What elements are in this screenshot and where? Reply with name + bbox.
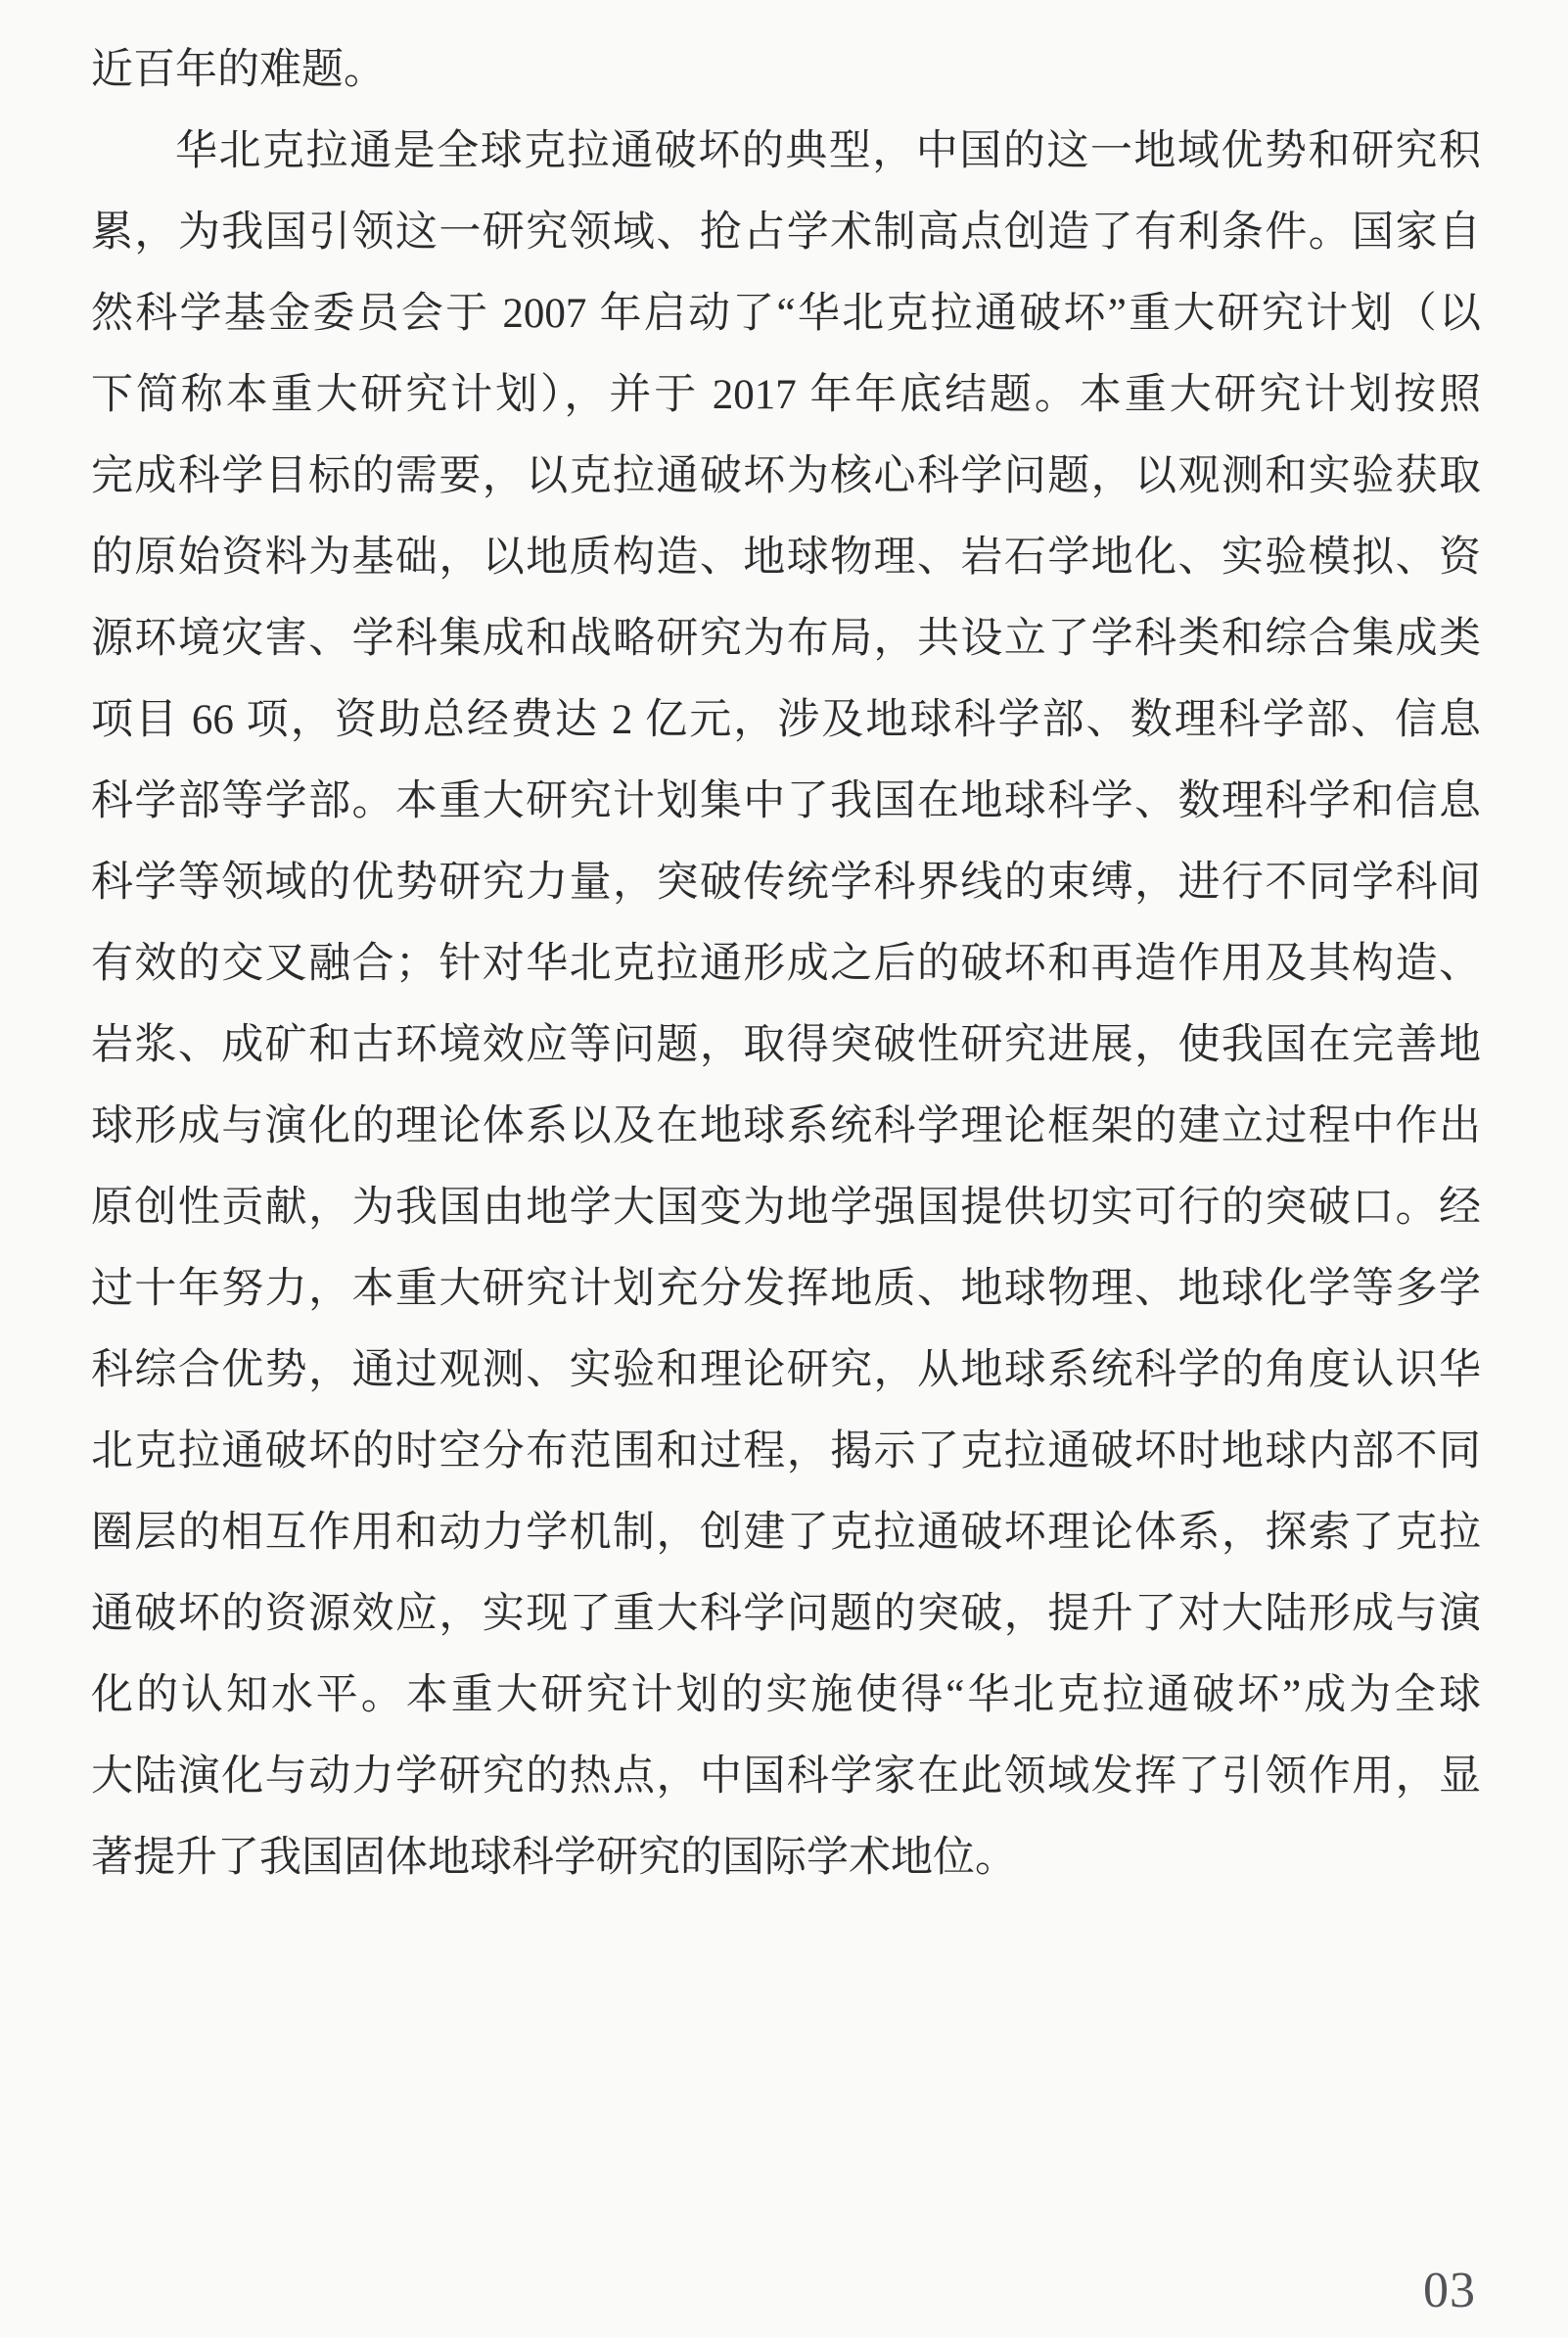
text-line: 圈层的相互作用和动力学机制，创建了克拉通破坏理论体系，探索了克拉: [91, 1510, 1481, 1556]
text-line: 化的认知水平。本重大研究计划的实施使得“华北克拉通破坏”成为全球: [91, 1672, 1481, 1718]
text-line: 著提升了我国固体地球科学研究的国际学术地位。: [91, 1835, 1017, 1881]
text-line: 项目 66 项，资助总经费达 2 亿元，涉及地球科学部、数理科学部、信息: [91, 697, 1481, 743]
text-line: 然科学基金委员会于 2007 年启动了“华北克拉通破坏”重大研究计划（以: [91, 291, 1481, 337]
text-line: 近百年的难题。: [91, 47, 386, 93]
text-line: 球形成与演化的理论体系以及在地球系统科学理论框架的建立过程中作出: [91, 1103, 1481, 1149]
text-line: 科综合优势，通过观测、实验和理论研究，从地球系统科学的角度认识华: [91, 1347, 1481, 1393]
text-line: 下简称本重大研究计划），并于 2017 年年底结题。本重大研究计划按照: [91, 372, 1481, 418]
text-line: 北克拉通破坏的时空分布范围和过程，揭示了克拉通破坏时地球内部不同: [91, 1428, 1481, 1474]
text-line: 源环境灾害、学科集成和战略研究为布局，共设立了学科类和综合集成类: [91, 616, 1481, 662]
body-text: [91, 29, 1481, 1898]
text-line: 岩浆、成矿和古环境效应等问题，取得突破性研究进展，使我国在完善地: [91, 1022, 1481, 1068]
text-line: 过十年努力，本重大研究计划充分发挥地质、地球物理、地球化学等多学: [91, 1266, 1481, 1312]
text-line: 科学部等学部。本重大研究计划集中了我国在地球科学、数理科学和信息: [91, 778, 1481, 824]
text-line: 累，为我国引领这一研究领域、抢占学术制高点创造了有利条件。国家自: [91, 210, 1481, 256]
page-number: 03: [1423, 2263, 1476, 2318]
text-line: 华北克拉通是全球克拉通破坏的典型，中国的这一地域优势和研究积: [175, 128, 1481, 174]
text-line: 通破坏的资源效应，实现了重大科学问题的突破，提升了对大陆形成与演: [91, 1591, 1481, 1637]
text-line: 的原始资料为基础，以地质构造、地球物理、岩石学地化、实验模拟、资: [91, 535, 1481, 581]
text-line: 完成科学目标的需要，以克拉通破坏为核心科学问题，以观测和实验获取: [91, 453, 1481, 499]
text-line: 有效的交叉融合；针对华北克拉通形成之后的破坏和再造作用及其构造、: [91, 941, 1481, 987]
text-line: 原创性贡献，为我国由地学大国变为地学强国提供切实可行的突破口。经: [91, 1185, 1481, 1231]
text-line: 大陆演化与动力学研究的热点，中国科学家在此领域发挥了引领作用，显: [91, 1754, 1481, 1800]
text-line: 科学等领域的优势研究力量，突破传统学科界线的束缚，进行不同学科间: [91, 860, 1481, 906]
